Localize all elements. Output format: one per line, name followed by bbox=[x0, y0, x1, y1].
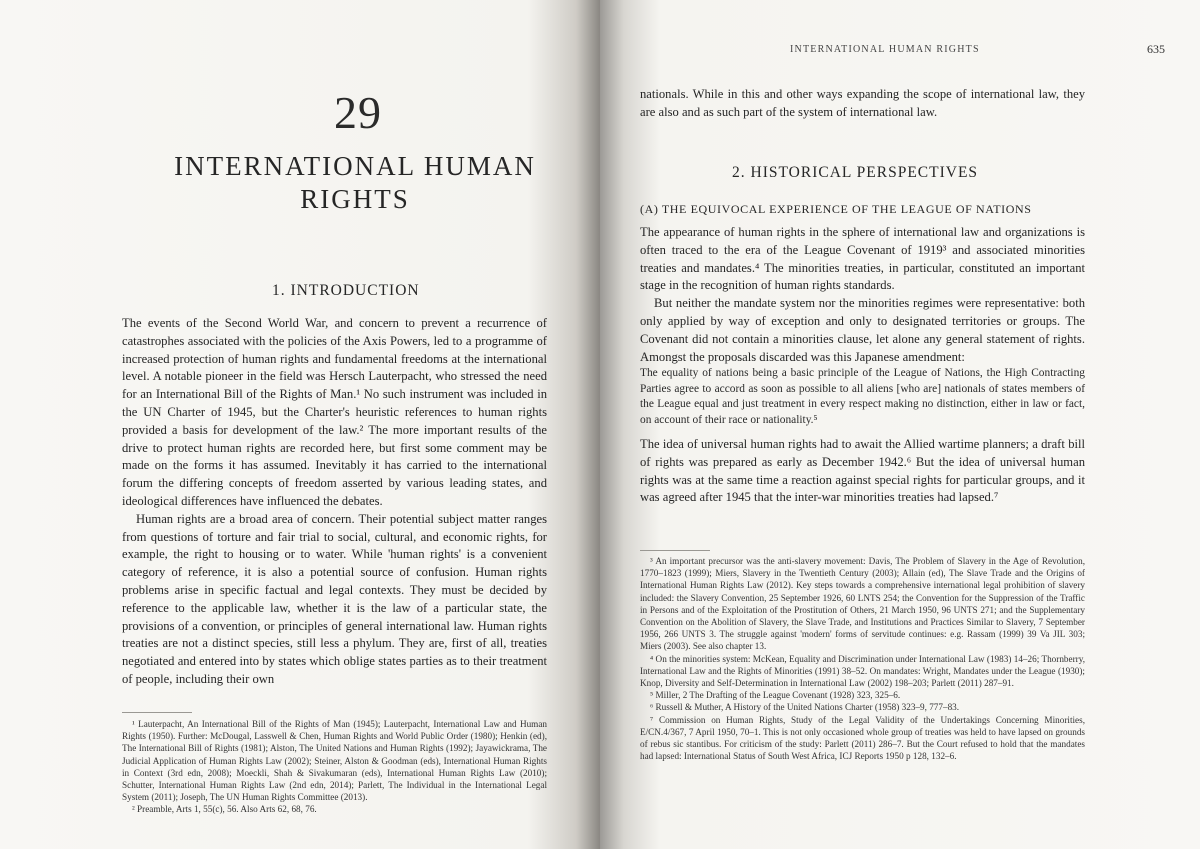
introduction-body bbox=[122, 315, 547, 689]
footnote-rule bbox=[122, 712, 192, 713]
block-quote bbox=[640, 366, 1085, 428]
page-number: 635 bbox=[1147, 42, 1165, 56]
section-heading-historical: 2. HISTORICAL PERSPECTIVES bbox=[732, 164, 979, 181]
paragraph: nationals. While in this and other ways expanding the scope of international law, they are also and as such part of the system of international law. bbox=[640, 87, 1085, 119]
footnotes-right bbox=[640, 555, 1085, 762]
footnote: ¹ Lauterpacht, An International Bill of the Rights of Man (1945); Lauterpacht, International Law and Human Rights (1950). Further: McDougal, Lasswell & Chen, Human Rights and World Public Order (1980); Henkin (ed), The International Bill of Rights (1981); Alston, The United Nations and Human Rights (1992); Jayawickrama, The Judicial Application of Human Rights Law (2002); Steiner, Alston & Goodman (eds), International Human Rights in Context (3rd edn, 2008); Moeckli, Shah & Sivakumaran (eds), International Human Rights Law (2010); Schutter, International Human Rights Law (2nd edn, 2014); Parlett, The Individual in the International Legal System (2011); Joseph, The UN Human Rights Committee (2013). bbox=[122, 719, 547, 803]
paragraph: The events of the Second World War, and concern to prevent a recurrence of catastrophes associated with the policies of the Axis Powers, led to a programme of increased protection of human rights and fundamental freedoms at the international level. A notable pioneer in the field was Hersch Lauterpacht, who stressed the need for an International Bill of the Rights of Man.¹ No such instrument was included in the UN Charter of 1945, but the Charter's heuristic references to human rights provided a basis for development of the law.² The more important results of the drive to protect human rights are recorded here, but first some comment may be made on the forms it has assumed. Inevitably it has carried to the international forum the differing concepts of freedom asserted by various leading states, and ideological differences have influenced the debates. bbox=[122, 316, 547, 508]
footnote: ⁵ Miller, 2 The Drafting of the League Covenant (1928) 323, 325–6. bbox=[650, 690, 901, 701]
footnote: ³ An important precursor was the anti-slavery movement: Davis, The Problem of Slavery in the Age of Revolution, 1770–1823 (1999); Miers, Slavery in the Twentieth Century (2003); Allain (ed), The Slave Trade and the Origins of International Human Rights Law (2012). Key steps towards a comprehensive international legal prohibition of slavery included: the Slavery Convention, 25 September 1926, 60 LNTS 254; the Convention for the Suppression of the Traffic in Persons and of the Exploitation of the Prostitution of Others, 21 March 1950, 96 UNTS 271; and the Supplementary Convention on the Abolition of Slavery, the Slave Trade, and Institutions and Practices Similar to Slavery, 7 September 1956, 266 UNTS 3. The struggle against 'modern' forms of servitude continues: e.g. Rassam (1999) 39 Va JIL 303; Miers (2003). See also chapter 13. bbox=[640, 556, 1085, 652]
chapter-number: 29 bbox=[334, 87, 382, 138]
sub-heading-league: (A) THE EQUIVOCAL EXPERIENCE OF THE LEAGUE OF NATIONS bbox=[640, 202, 1032, 216]
universal-rights-body bbox=[640, 436, 1085, 507]
section-heading-introduction: 1. INTRODUCTION bbox=[272, 282, 420, 299]
continuation-text bbox=[640, 86, 1085, 122]
paragraph: Human rights are a broad area of concern. Their potential subject matter ranges from questions of torture and fair trial to social, cultural, and economic rights, for example, the right to housing or to water. While 'human rights' is a convenient category of reference, it is also a potential source of confusion. Human rights problems arise in specific factual and legal contexts. They must be decided by reference to the applicable law, whether it is the law of a particular state, the provisions of a convention, or principles of general international law. Human rights treaties are not a distinct species, still less a phylum. They are, first of all, treaties negotiated and entered into by states which oblige states parties as to their treatment of people, including their own bbox=[122, 511, 547, 686]
chapter-title: INTERNATIONAL HUMAN RIGHTS bbox=[174, 151, 536, 214]
quote-text: The equality of nations being a basic principle of the League of Nations, the High Contracting Parties agree to accord as soon as possible to all aliens [who are] nationals of states members of the League equal and just treatment in every respect making no distinction, either in law or fact, on account of their race or nationality.⁵ bbox=[640, 367, 1085, 426]
footnote: ⁶ Russell & Muther, A History of the United Nations Charter (1958) 323–9, 777–83. bbox=[650, 702, 960, 713]
footnote: ⁴ On the minorities system: McKean, Equality and Discrimination under International Law (1983) 14–26; Thornberry, International Law and the Rights of Minorities (1991) 38–52. On mandates: Wright, Mandates under the League (1930); Knop, Diversity and Self-Determination in International Law (2002) 198–203; Parlett (2011) 287–91. bbox=[640, 653, 1085, 689]
paragraph: The idea of universal human rights had to await the Allied wartime planners; a draft bill of rights was prepared as early as December 1942.⁶ But the idea of universal human rights was at the same time a reaction against special rights for particular groups, and it was agreed after 1945 that the inter-war minorities treaties had lapsed.⁷ bbox=[640, 437, 1085, 505]
footnote: ² Preamble, Arts 1, 55(c), 56. Also Arts 62, 68, 76. bbox=[132, 804, 317, 815]
footnotes-left bbox=[122, 718, 547, 816]
running-head: INTERNATIONAL HUMAN RIGHTS bbox=[790, 44, 980, 55]
footnote: ⁷ Commission on Human Rights, Study of the Legal Validity of the Undertakings Concerning Minorities, E/CN.4/367, 7 April 1950, 70–1. This is not only occasioned whole group of treaties was held to have lapsed on grounds of rebus sic stantibus. For criticism of the study: Parlett (2011) 286–7. But the Court refused to hold that the mandates had lapsed: International Status of South West Africa, ICJ Reports 1950 p 128, 132–6. bbox=[640, 714, 1085, 762]
paragraph: But neither the mandate system nor the minorities regimes were representative: both only applied by way of exception and only to designated territories or groups. The Covenant did not contain a minorities clause, let alone any general statement of rights. Amongst the proposals discarded was this Japanese amendment: bbox=[640, 296, 1085, 364]
league-body bbox=[640, 224, 1085, 366]
paragraph: The appearance of human rights in the sphere of international law and organizations is often traced to the era of the League Covenant of 1919³ and associated minorities treaties and mandates.⁴ The minorities treaties, in particular, constituted an important stage in the recognition of human rights standards. bbox=[640, 225, 1085, 293]
footnote-rule bbox=[640, 550, 710, 551]
